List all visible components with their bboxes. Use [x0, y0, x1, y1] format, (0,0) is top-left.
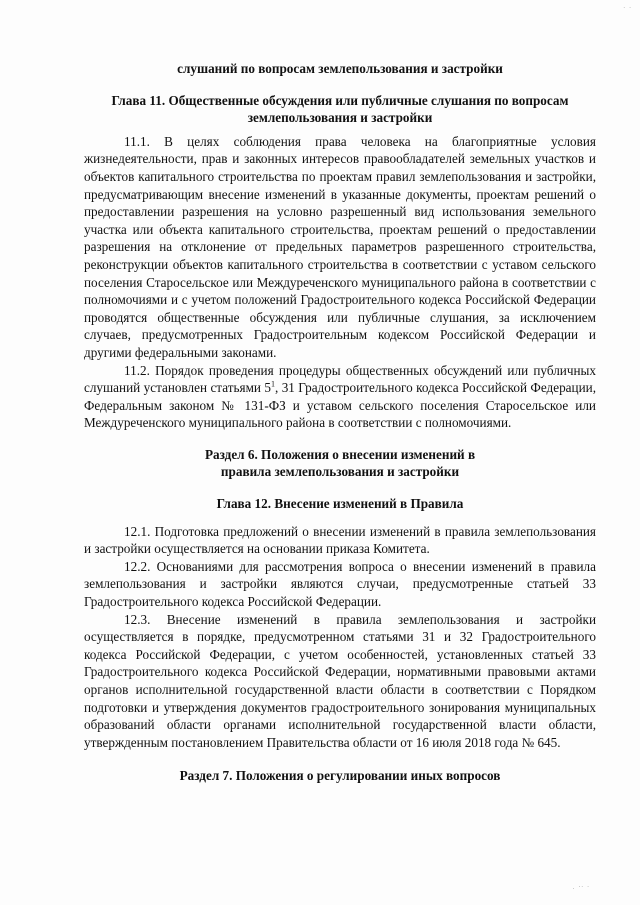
section-6-title — [84, 446, 596, 481]
paragraph-12-2: 12.2. Основаниями для рассмотрения вопроса о внесении изменений в правила землепользования и застройки являются случаи, предусмотренные статьей 33 Градостроительного кодекса Российской Федерации. — [84, 558, 596, 610]
scan-artifact-top: · · — [623, 5, 632, 12]
paragraph-11-1: 11.1. В целях соблюдения права человека на благоприятные условия жизнедеятельности, прав и законных интересов правообладателей земельных участков и объектов капитального строительства по проектам правил землепользования и застройки, предусматривающим внесение изменений в указанные документы, проектам решений о предоставлении разрешения на условно разрешенный вид использования земельного участка или объекта капитального строительства, проектам решений о предоставлении разрешения на отклонение от предельных параметров разрешенного строительства, реконструкции объектов капитального строительства в соответствии с уставом сельского поселения Старосельское или Междуреченского муниципального района в соответствии с полномочиями и с учетом положений Градостроительного кодекса Российской Федерации проводятся общественные обсуждения или публичные слушания, за исключением случаев, предусмотренных Градостроительным кодексом Российской Федерации и другими федеральными законами. — [84, 133, 596, 360]
section-6-title-line-2: правила землепользования и застройки — [220, 464, 460, 480]
page-content — [84, 60, 596, 785]
continued-heading: слушаний по вопросам землепользования и застройки — [177, 61, 503, 76]
paragraph-11-2 — [84, 362, 596, 432]
scan-artifact-bottom: . ·· · — [572, 884, 590, 892]
chapter-11-title: Глава 11. Общественные обсуждения или публичные слушания по вопросам землепользования и застройки — [111, 92, 569, 126]
paragraph-12-3: 12.3. Внесение изменений в правила землепользования и застройки осуществляется в порядке, предусмотренном статьями 31 и 32 Градостроительного кодекса Российской Федерации, с учетом особенностей, установленных статьей 33 Градостроительного кодекса Российской Федерации, нормативными правовыми актами органов исполнительной государственной власти области в соответствии с Порядком подготовки и утверждения документов градостроительного зонирования муниципальных образований области органами исполнительной государственной власти области, утвержденным постановлением Правительства области от 16 июля 2018 года № 645. — [84, 611, 596, 750]
section-7-title: Раздел 7. Положения о регулировании иных вопросов — [179, 768, 501, 784]
paragraph-11-2-text-end: , 31 Градостроительного кодекса Российской Федерации, Федеральным законом № 131-ФЗ и уставом сельского поселения Старосельское или Междуреченского муниципального района в соответствии с полномочиями. — [84, 380, 596, 431]
paragraph-11-2-text-start: 11.2. Порядок проведения процедуры общественных обсуждений или публичных слушаний установлен статьями 5 — [84, 362, 596, 396]
section-6-title-line-1: Раздел 6. Положения о внесении изменений в — [204, 446, 476, 462]
article-superscript: 1 — [271, 379, 275, 389]
paragraph-12-1: 12.1. Подготовка предложений о внесении изменений в правила землепользования и застройки осуществляется на основании приказа Комитета. — [84, 523, 596, 557]
chapter-12-title: Глава 12. Внесение изменений в Правила — [216, 496, 464, 512]
